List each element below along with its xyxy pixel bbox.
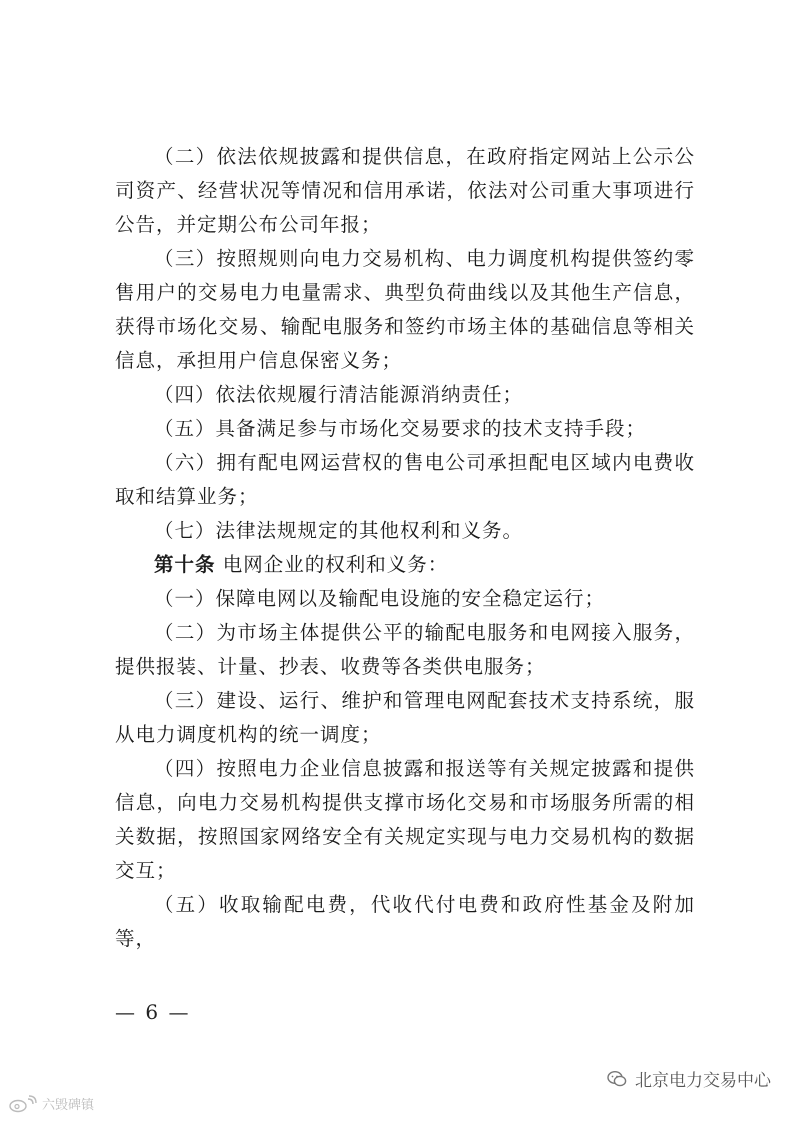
article-heading: 第十条 [154, 553, 216, 576]
article-text: 电网企业的权利和义务： [222, 553, 449, 576]
source-account-name: 北京电力交易中心 [635, 1071, 771, 1091]
page-number: — 6 — [115, 1000, 191, 1024]
paragraph: （六）拥有配电网运营权的售电公司承担配电区域内电费收取和结算业务； [115, 451, 695, 508]
site-watermark [8, 1094, 94, 1113]
article-paragraph [115, 548, 695, 582]
source-watermark [607, 1066, 771, 1091]
article-item: （五）收取输配电费，代收代付电费和政府性基金及附加等， [115, 893, 695, 950]
site-watermark-text: 六毁碑镇 [42, 1098, 95, 1113]
paragraph: （七）法律法规规定的其他权利和义务。 [154, 519, 524, 542]
document-body [115, 140, 695, 956]
article-item: （二）为市场主体提供公平的输配电服务和电网接入服务，提供报装、计量、抄表、收费等各类供电服务； [115, 621, 695, 678]
paragraph: （三）按照规则向电力交易机构、电力调度机构提供签约零售用户的交易电力电量需求、典型负荷曲线以及其他生产信息，获得市场化交易、输配电服务和签约市场主体的基础信息等相关信息，承担用户信息保密义务； [115, 247, 695, 372]
wechat-icon [607, 1070, 627, 1088]
paragraph: （四）依法依规履行清洁能源消纳责任； [154, 383, 524, 406]
paragraph: （五）具备满足参与市场化交易要求的技术支持手段； [154, 417, 647, 440]
paragraph: （二）依法依规披露和提供信息，在政府指定网站上公示公司资产、经营状况等情况和信用承诺，依法对公司重大事项进行公告，并定期公布公司年报； [115, 145, 695, 236]
article-item: （四）按照电力企业信息披露和报送等有关规定披露和提供信息，向电力交易机构提供支撑市场化交易和市场服务所需的相关数据，按照国家网络安全有关规定实现与电力交易机构的数据交互； [115, 757, 695, 882]
article-item: （三）建设、运行、维护和管理电网配套技术支持系统，服从电力调度机构的统一调度； [115, 689, 695, 746]
weibo-icon [8, 1095, 38, 1113]
article-item: （一）保障电网以及输配电设施的安全稳定运行； [154, 587, 606, 610]
